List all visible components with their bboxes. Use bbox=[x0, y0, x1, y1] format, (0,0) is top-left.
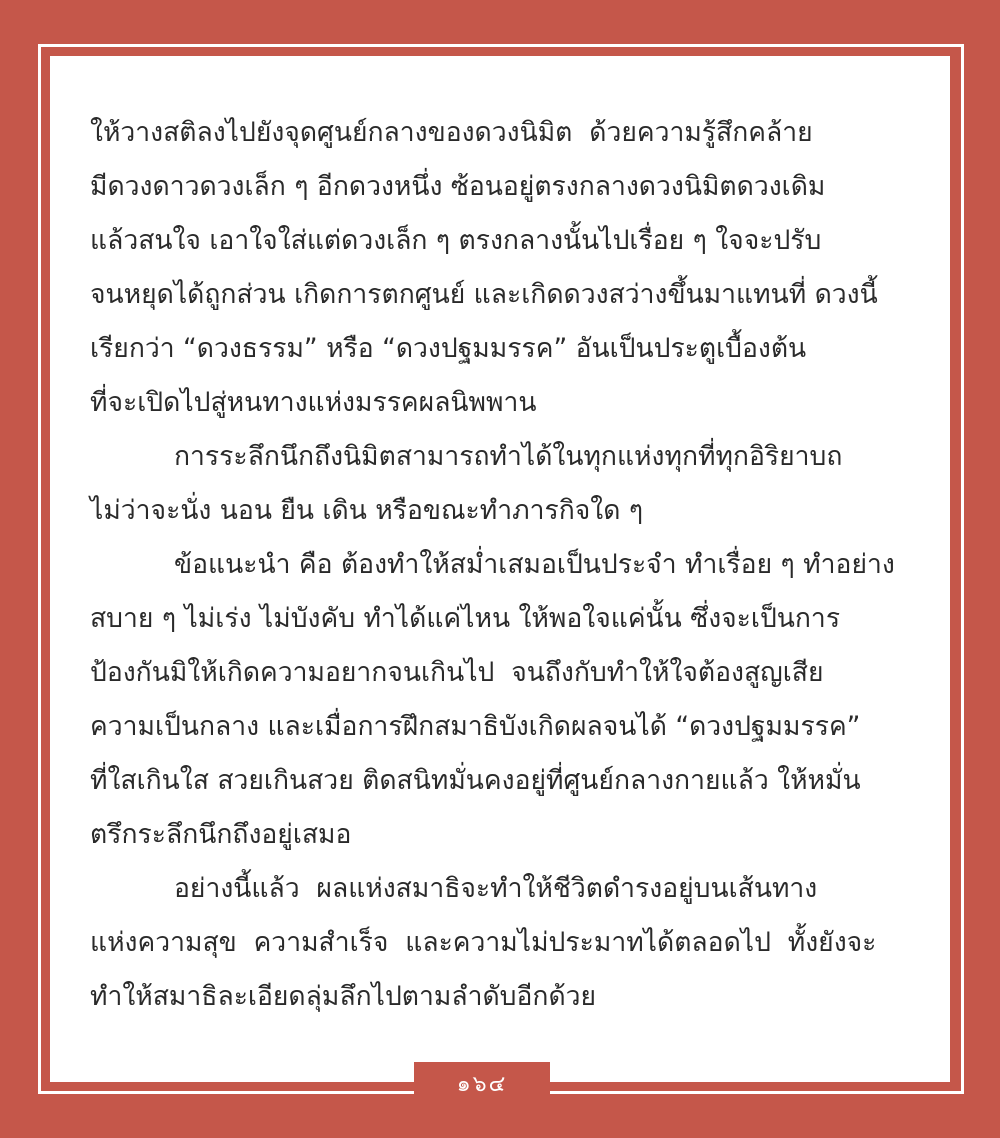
text-line: ความเป็นกลาง และเมื่อการฝึกสมาธิบังเกิดผลจนได้ “ดวงปฐมมรรค” bbox=[90, 711, 861, 742]
text-line: การระลึกนึกถึงนิมิตสามารถทำได้ในทุกแห่งทุกที่ทุกอิริยาบถ bbox=[174, 441, 843, 472]
body-text bbox=[90, 106, 920, 1024]
page-number: ๑๖๔ bbox=[414, 1062, 550, 1110]
text-line: ข้อแนะนำ คือ ต้องทำให้สม่ำเสมอเป็นประจำ ทำเรื่อย ๆ ทำอย่าง bbox=[174, 549, 895, 580]
text-line: สบาย ๆ ไม่เร่ง ไม่บังคับ ทำได้แค่ไหน ให้พอใจแค่นั้น ซึ่งจะเป็นการ bbox=[90, 603, 841, 634]
text-line-indented bbox=[90, 538, 920, 592]
text-line: มีดวงดาวดวงเล็ก ๆ อีกดวงหนึ่ง ซ้อนอยู่ตรงกลางดวงนิมิตดวงเดิม bbox=[90, 171, 826, 202]
text-line: จนหยุดได้ถูกส่วน เกิดการตกศูนย์ และเกิดดวงสว่างขึ้นมาแทนที่ ดวงนี้ bbox=[90, 279, 878, 310]
text-line-indented bbox=[90, 430, 920, 484]
text-line: ตรึกระลึกนึกถึงอยู่เสมอ bbox=[90, 819, 352, 850]
text-line: ไม่ว่าจะนั่ง นอน ยืน เดิน หรือขณะทำภารกิจใด ๆ bbox=[90, 495, 644, 526]
text-line: ให้วางสติลงไปยังจุดศูนย์กลางของดวงนิมิต ด้วยความรู้สึกคล้าย bbox=[90, 117, 813, 148]
text-line: ที่จะเปิดไปสู่หนทางแห่งมรรคผลนิพพาน bbox=[90, 387, 537, 418]
text-line-indented bbox=[90, 862, 920, 916]
text-line: แห่งความสุข ความสำเร็จ และความไม่ประมาทได้ตลอดไป ทั้งยังจะ bbox=[90, 927, 877, 958]
text-line: ป้องกันมิให้เกิดความอยากจนเกินไป จนถึงกับทำให้ใจต้องสูญเสีย bbox=[90, 657, 824, 688]
text-line: แล้วสนใจ เอาใจใส่แต่ดวงเล็ก ๆ ตรงกลางนั้นไปเรื่อย ๆ ใจจะปรับ bbox=[90, 225, 822, 256]
text-line: อย่างนี้แล้ว ผลแห่งสมาธิจะทำให้ชีวิตดำรงอยู่บนเส้นทาง bbox=[174, 873, 818, 904]
text-line: เรียกว่า “ดวงธรรม” หรือ “ดวงปฐมมรรค” อันเป็นประตูเบื้องต้น bbox=[90, 333, 807, 364]
text-line: ทำให้สมาธิละเอียดลุ่มลึกไปตามลำดับอีกด้วย bbox=[90, 981, 597, 1012]
text-line: ที่ใสเกินใส สวยเกินสวย ติดสนิทมั่นคงอยู่ที่ศูนย์กลางกายแล้ว ให้หมั่น bbox=[90, 765, 861, 796]
page-sheet bbox=[50, 56, 950, 1082]
